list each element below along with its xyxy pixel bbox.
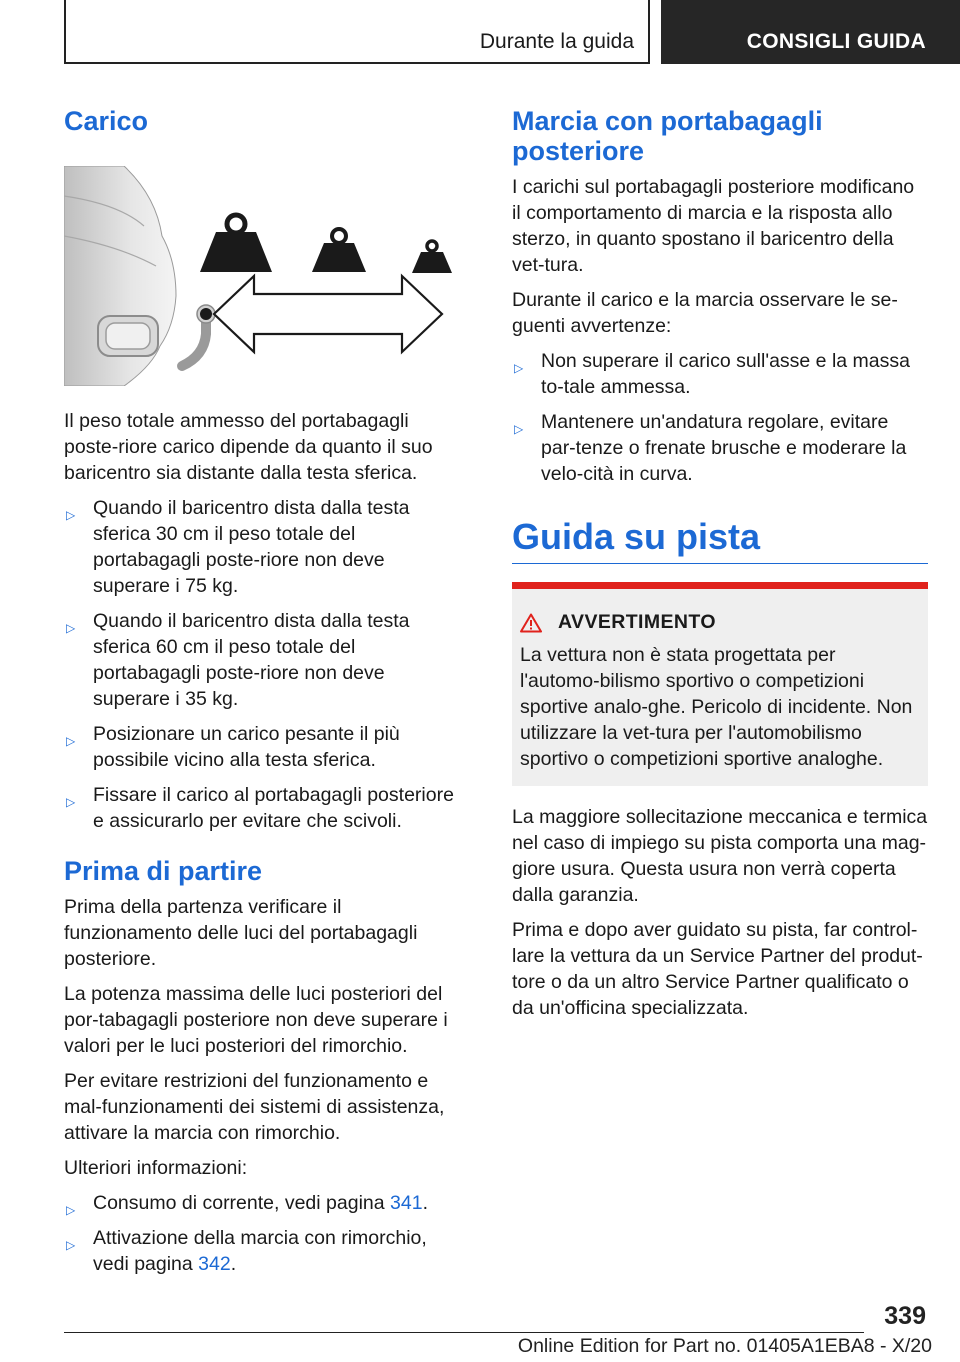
left-column [64,100,466,1287]
triangle-right-icon: ▷ [514,422,524,436]
exhaust-inner [106,323,150,349]
section-title-marcia: Marcia con portabagagli posteriore [512,106,823,166]
trailer-load-illustration [64,166,466,386]
triangle-right-icon: ▷ [66,1238,76,1252]
footer-rule [64,1332,864,1333]
header-chapter-box [661,0,960,64]
triangle-right-icon: ▷ [514,361,524,375]
carico-intro: Il peso totale ammesso del portabagagli poste-riore carico dipende da quanto il suo baricentro sia distante dalla testa sferica. [64,410,433,484]
right-column [512,100,928,1030]
marcia-paragraph-2: Durante il carico e la marcia osservare le se-guenti avvertenze: [512,289,898,337]
header-section-box [64,0,650,64]
warning-box [512,582,928,786]
marcia-paragraph-1: I carichi sul portabagagli posteriore modificano il comportamento di marcia e la risposta allo sterzo, in quanto spostano il baricentro della vet-tura. [512,176,915,276]
triangle-right-icon: ▷ [66,1203,76,1217]
prima-paragraph-2: La potenza massima delle luci posteriori del por-tabagagli posteriore non deve superare i valori per le luci posteriori del rimorchio. [64,983,448,1057]
list-item: ▷ Posizionare un carico pesante il più possibile vicino alla testa sferica. [66,723,400,771]
carico-list [64,495,466,834]
pista-paragraph-2: Prima e dopo aver guidato su pista, far control-lare la vettura da un Service Partner del produt-tore o da un altro Service Partner qualificato o da un'officina specializzata. [512,919,923,1019]
list-item: ▷ Consumo di corrente, vedi pagina 341. [64,1190,466,1216]
guida-su-pista-heading [512,515,928,564]
reference-list [64,1190,466,1277]
pista-paragraph-1: La maggiore sollecitazione meccanica e termica nel caso di impiego su pista comporta una mag-giore usura. Questa usura non verrà coperta dalla garanzia. [512,806,928,906]
prima-paragraph-4: Ulteriori informazioni: [64,1157,248,1179]
warning-header [520,611,920,634]
list-item: ▷ Mantenere un'andatura regolare, evitare par-tenze o frenate brusche e moderare la velo-cità in curva. [514,411,907,485]
list-item: ▷ Non superare il carico sull'asse e la massa to-tale ammessa. [514,350,910,398]
ball-marker [200,308,212,320]
section-title-pista: Guida su pista [512,516,761,557]
section-title-prima: Prima di partire [64,856,263,886]
page-link-342[interactable]: 342 [198,1253,231,1275]
weight-medium-icon [312,229,366,272]
weight-large-icon [200,215,272,272]
triangle-right-icon: ▷ [66,795,76,809]
distance-arrow [214,276,442,352]
warning-text: La vettura non è stata progettata per l'automo-bilismo sportivo o competizioni sportive analo-ghe. Pericolo di incidente. Non utilizzare la vet-tura per l'automobilismo sportivo o competizioni sportive analoghe. [520,644,913,770]
list-item: ▷ Quando il baricentro dista dalla testa sferica 60 cm il peso totale del portabagagli poste-riore non deve superare i 35 kg. [66,610,410,710]
prima-paragraph-3: Per evitare restrizioni del funzionamento e mal-funzionamenti dei sistemi di assistenza, attivare la marcia con rimorchio. [64,1070,445,1144]
warning-title: AVVERTIMENTO [558,611,716,633]
triangle-right-icon: ▷ [66,508,76,522]
triangle-right-icon: ▷ [66,621,76,635]
list-item: ▷ Quando il baricentro dista dalla testa sferica 30 cm il peso totale del portabagagli poste-riore non deve superare i 75 kg. [66,497,410,597]
footer-edition: Online Edition for Part no. 01405A1EBA8 - X/20 [517,1335,932,1357]
page-link-341[interactable]: 341 [390,1192,423,1214]
triangle-right-icon: ▷ [66,734,76,748]
warning-triangle-icon [520,613,542,633]
page-number: 339 [884,1302,926,1330]
header-section-title: Durante la guida [479,30,634,53]
weight-small-icon [412,241,452,273]
section-title-carico: Carico [64,106,149,136]
list-item: ▷ Attivazione della marcia con rimorchio, vedi pagina 342. [66,1227,427,1275]
marcia-list [512,348,928,487]
header-chapter-title: CONSIGLI GUIDA [746,30,926,53]
prima-paragraph-1: Prima della partenza verificare il funzionamento delle luci del portabagagli posteriore. [64,896,418,970]
tow-hook-arm [182,318,206,366]
list-item: ▷ Fissare il carico al portabagagli posteriore e assicurarlo per evitare che scivoli. [66,784,454,832]
